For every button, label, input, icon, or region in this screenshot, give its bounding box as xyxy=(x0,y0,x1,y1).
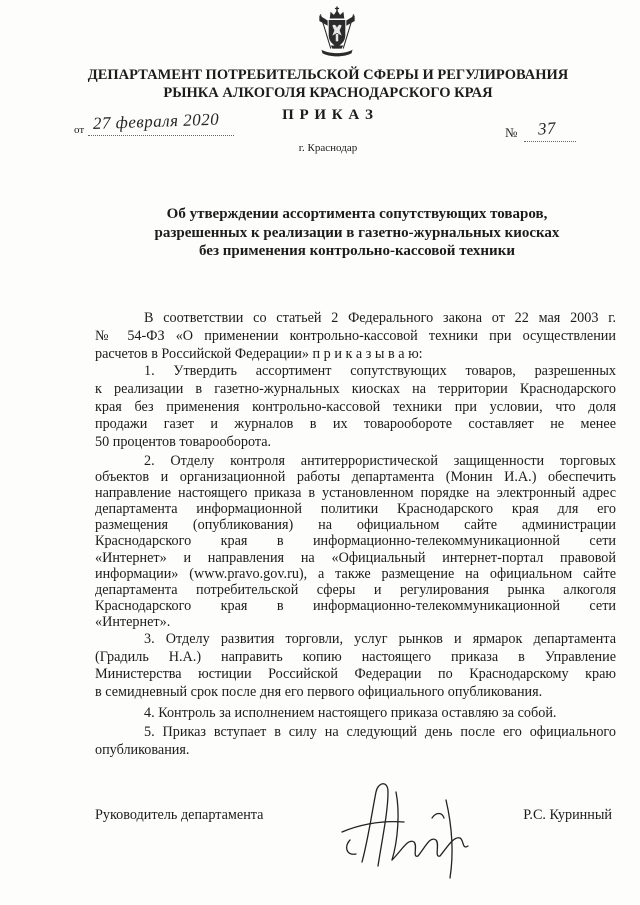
handwritten-signature-icon xyxy=(330,770,490,885)
body-line: 4. Контроль за исполнением настоящего приказа оставляю за собой. xyxy=(144,705,557,721)
body-line: к реализации в газетно-журнальных киосках на территории Краснодарского xyxy=(95,380,616,397)
signatory-position: Руководитель департамента xyxy=(95,807,264,823)
body-line: края без применения контрольно-кассовой техники при условии, что доля xyxy=(95,398,616,415)
city: г. Краснодар xyxy=(298,142,358,154)
body-line: объектов и организационной работы департамента (Монин И.А.) обеспечить xyxy=(95,469,616,486)
body-line: департамента потребительской сферы и регулирования рынка алкоголя xyxy=(95,581,616,598)
document-type: П Р И К А З xyxy=(282,107,374,123)
body-line: информации» (www.pravo.gov.ru), а также размещение на официальном сайте xyxy=(95,565,616,582)
body-line: 2. Отделу контроля антитеррористической защищенности торговых xyxy=(144,453,616,469)
department-name-line1: ДЕПАРТАМЕНТ ПОТРЕБИТЕЛЬСКОЙ СФЕРЫ И РЕГУЛИРОВАНИЯ xyxy=(87,67,569,83)
handwritten-number: 37 xyxy=(537,118,557,139)
department-name-line2: РЫНКА АЛКОГОЛЯ КРАСНОДАРСКОГО КРАЯ xyxy=(163,85,493,101)
body-line: Краснодарского края в информационно-телекоммуникационной сети xyxy=(95,533,616,550)
title-line: разрешенных к реализации в газетно-журнальных киосках xyxy=(154,224,560,241)
date-prefix: от xyxy=(74,124,85,136)
body-line: опубликования. xyxy=(95,742,190,758)
body-line: «Интернет». xyxy=(95,613,171,630)
body-line: (Градиль Н.А.) направить копию настоящего приказа в Управление xyxy=(95,648,616,665)
body-line: Краснодарского края в информационно-телекоммуникационной сети xyxy=(95,597,616,614)
handwritten-date: 27 февраля 2020 xyxy=(92,109,220,133)
paragraph-item-4 xyxy=(95,704,616,722)
title-line: без применения контрольно-кассовой техники xyxy=(198,243,515,259)
order-title xyxy=(100,205,614,261)
paragraph-item-1 xyxy=(95,363,616,452)
body-line: направление настоящего приказа в установленном порядке на электронный адрес xyxy=(95,485,616,502)
body-line: департамента информационной политики Краснодарского края для его xyxy=(95,501,616,518)
signatory-name: Р.С. Куринный xyxy=(523,807,612,823)
number-prefix: № xyxy=(505,125,518,140)
body-line: В соответствии со статьей 2 Федерального закона от 22 мая 2003 г. xyxy=(144,310,616,326)
paragraph-item-3 xyxy=(95,631,616,702)
body-line: в семидневный срок после дня его первого официального опубликования. xyxy=(95,684,543,701)
body-line: «Интернет» и направления на «Официальный интернет-портал правовой xyxy=(95,549,616,566)
body-line: расчетов в Российской Федерации» п р и к а з ы в а ю: xyxy=(95,346,423,362)
paragraph-item-5 xyxy=(95,723,616,759)
coat-of-arms-icon xyxy=(316,6,358,60)
body-line: 3. Отделу развития торговли, услуг рынков и ярмарок департамента xyxy=(144,631,616,647)
body-line: 50 процентов товарооборота. xyxy=(95,434,272,451)
paragraph-item-2 xyxy=(95,453,616,630)
body-line: продажи газет и журналов в их товарообороте составляет не менее xyxy=(95,416,616,433)
body-line: размещения (опубликования) на официальном сайте администрации xyxy=(95,517,616,534)
body-line: 5. Приказ вступает в силу на следующий день после его официального xyxy=(144,724,616,740)
title-line: Об утверждении ассортимента сопутствующих товаров, xyxy=(166,206,548,222)
body-line: № 54-ФЗ «О применении контрольно-кассовой техники при осуществлении xyxy=(95,328,616,344)
coat-of-arms-emblem xyxy=(316,6,358,60)
body-line: Министерства юстиции Российской Федерации по Краснодарскому краю xyxy=(95,666,616,683)
body-line: 1. Утвердить ассортимент сопутствующих товаров, разрешенных xyxy=(144,363,616,379)
paragraph-preamble xyxy=(95,309,616,363)
date-underline xyxy=(88,135,234,136)
